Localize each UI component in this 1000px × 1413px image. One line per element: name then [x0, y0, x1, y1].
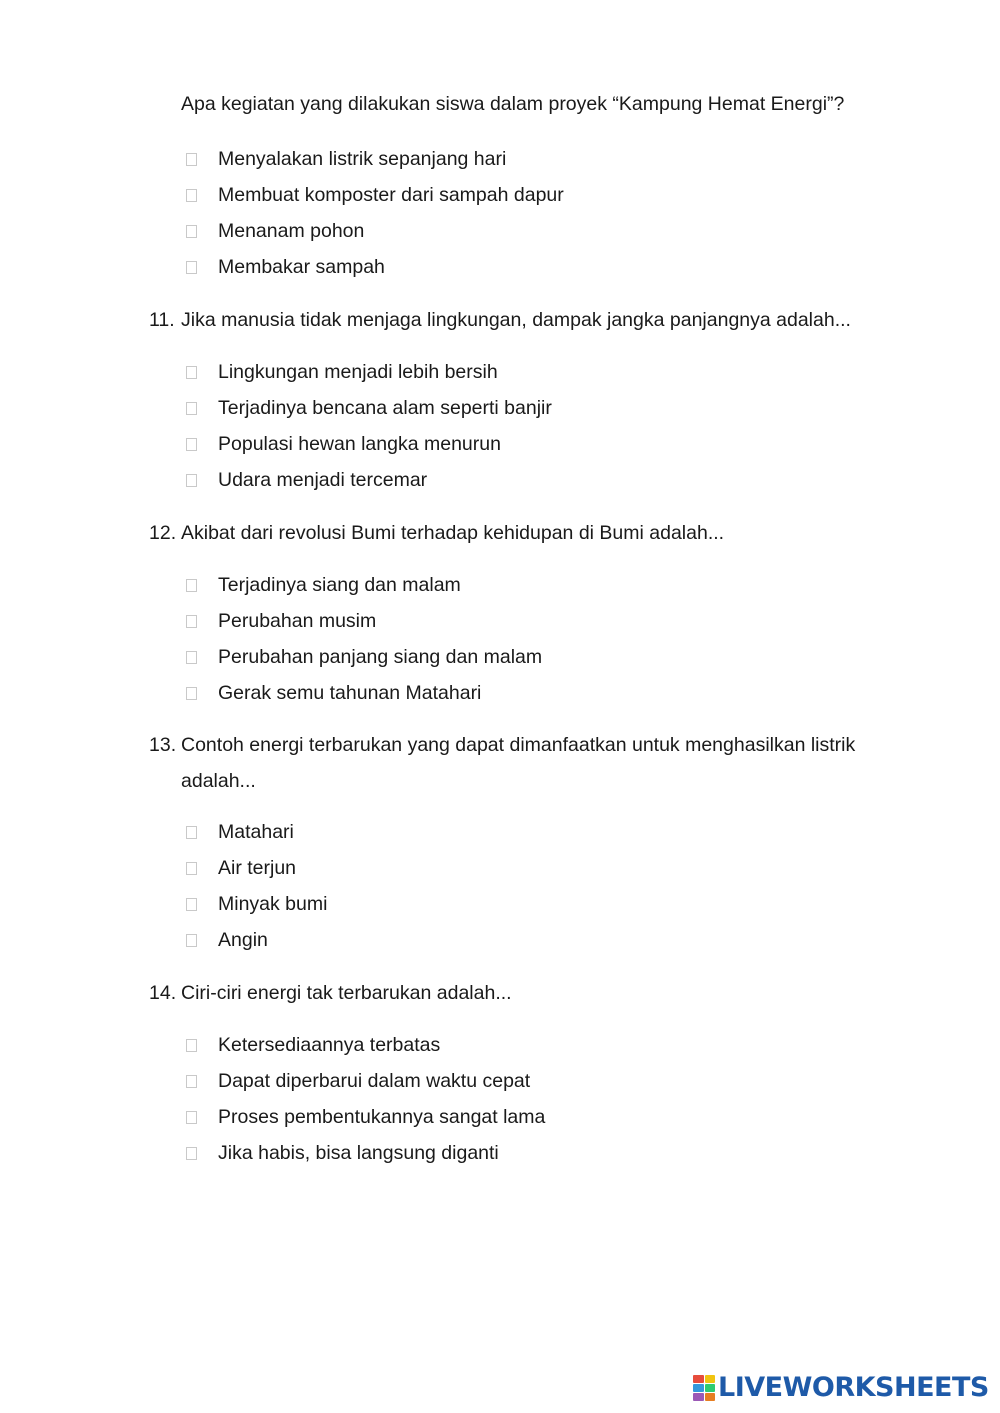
option-item [184, 177, 564, 213]
option-label: Udara menjadi tercemar [218, 468, 428, 491]
option-label: Perubahan panjang siang dan malam [218, 645, 543, 668]
option-label: Dapat diperbarui dalam waktu cepat [218, 1069, 531, 1092]
question-number: 12. [149, 522, 177, 544]
checkbox[interactable] [186, 438, 197, 451]
checkbox[interactable] [186, 862, 197, 875]
checkbox[interactable] [186, 366, 197, 379]
option-label: Menyalakan listrik sepanjang hari [218, 147, 507, 170]
option-item [184, 1099, 545, 1135]
option-item [184, 249, 564, 285]
question-13 [149, 727, 889, 799]
intro-options-list [184, 141, 564, 285]
option-label: Ketersediaannya terbatas [218, 1033, 441, 1056]
question-text: Ciri-ciri energi tak terbarukan adalah... [181, 982, 512, 1004]
logo-cell [693, 1375, 704, 1383]
option-item [184, 141, 564, 177]
checkbox[interactable] [186, 225, 197, 238]
question-14 [149, 975, 909, 1011]
checkbox[interactable] [186, 615, 197, 628]
checkbox[interactable] [186, 153, 197, 166]
live-logo-icon [693, 1375, 715, 1401]
logo-cell [705, 1375, 716, 1383]
option-label: Menanam pohon [218, 219, 365, 242]
question-11 [149, 302, 909, 338]
brand-text: LIVEWORKSHEETS [718, 1372, 989, 1403]
checkbox[interactable] [186, 1111, 197, 1124]
option-label: Proses pembentukannya sangat lama [218, 1105, 546, 1128]
logo-cell [705, 1393, 716, 1401]
logo-cell [693, 1384, 704, 1392]
option-item [184, 814, 327, 850]
option-label: Gerak semu tahunan Matahari [218, 681, 482, 704]
option-item [184, 639, 542, 675]
checkbox[interactable] [186, 579, 197, 592]
option-item [184, 354, 552, 390]
checkbox[interactable] [186, 934, 197, 947]
logo-cell [693, 1393, 704, 1401]
checkbox[interactable] [186, 1075, 197, 1088]
option-label: Terjadinya siang dan malam [218, 573, 461, 596]
option-item [184, 1027, 545, 1063]
question-text: Akibat dari revolusi Bumi terhadap kehidupan di Bumi adalah... [181, 522, 725, 544]
question-number: 11. [149, 309, 175, 331]
option-label: Air terjun [218, 856, 297, 879]
checkbox[interactable] [186, 189, 197, 202]
option-label: Membakar sampah [218, 255, 385, 278]
liveworksheets-logo [693, 1372, 989, 1403]
option-item [184, 462, 552, 498]
option-item [184, 1135, 545, 1171]
question-number: 13. [149, 734, 177, 756]
logo-cell [705, 1384, 716, 1392]
option-label: Terjadinya bencana alam seperti banjir [218, 396, 552, 419]
option-label: Minyak bumi [218, 892, 328, 915]
option-item [184, 886, 327, 922]
question-13-options [184, 814, 327, 958]
checkbox[interactable] [186, 826, 197, 839]
option-label: Jika habis, bisa langsung diganti [218, 1141, 499, 1164]
option-label: Angin [218, 928, 268, 951]
question-text: Contoh energi terbarukan yang dapat dimanfaatkan untuk menghasilkan listrik adalah... [181, 734, 856, 792]
option-label: Lingkungan menjadi lebih bersih [218, 360, 498, 383]
checkbox[interactable] [186, 651, 197, 664]
question-12-options [184, 567, 542, 711]
option-item [184, 1063, 545, 1099]
option-label: Perubahan musim [218, 609, 377, 632]
option-label: Matahari [218, 820, 294, 843]
checkbox[interactable] [186, 474, 197, 487]
question-14-options [184, 1027, 545, 1171]
option-item [184, 426, 552, 462]
checkbox[interactable] [186, 261, 197, 274]
option-item [184, 213, 564, 249]
question-text: Jika manusia tidak menjaga lingkungan, dampak jangka panjangnya adalah... [181, 309, 851, 331]
option-item [184, 675, 542, 711]
option-item [184, 567, 542, 603]
checkbox[interactable] [186, 898, 197, 911]
checkbox[interactable] [186, 1147, 197, 1160]
option-label: Populasi hewan langka menurun [218, 432, 501, 455]
option-item [184, 922, 327, 958]
option-label: Membuat komposter dari sampah dapur [218, 183, 564, 206]
checkbox[interactable] [186, 1039, 197, 1052]
option-item [184, 390, 552, 426]
question-number: 14. [149, 982, 177, 1004]
question-12 [149, 515, 909, 551]
option-item [184, 850, 327, 886]
checkbox[interactable] [186, 402, 197, 415]
intro-question-text: Apa kegiatan yang dilakukan siswa dalam proyek “Kampung Hemat Energi”? [181, 93, 845, 115]
option-item [184, 603, 542, 639]
question-11-options [184, 354, 552, 498]
checkbox[interactable] [186, 687, 197, 700]
